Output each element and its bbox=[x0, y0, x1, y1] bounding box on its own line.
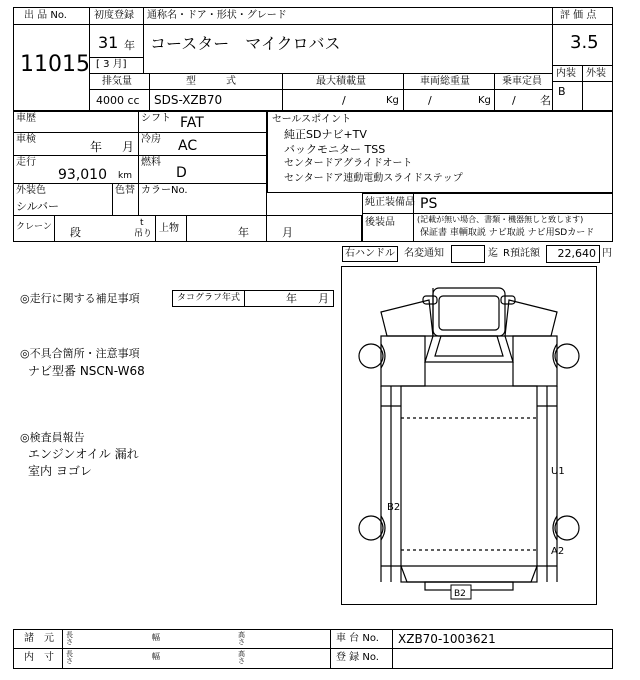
first-reg-label: 初度登録 bbox=[94, 10, 134, 21]
grade-value: 3.5 bbox=[570, 32, 599, 53]
wheel-rear-right bbox=[555, 516, 579, 540]
chassis-label: 車 台 No. bbox=[336, 633, 379, 644]
lot-number: 11015 bbox=[20, 52, 90, 77]
recycle-label: R預託額 bbox=[503, 248, 540, 259]
sales-points-label: セールスポイント bbox=[272, 114, 352, 125]
width-label: 幅 bbox=[152, 652, 160, 661]
wheel-front-right bbox=[555, 344, 579, 368]
footer-specs-label: 諸 元 bbox=[24, 633, 54, 644]
defects-text: ナビ型番 NSCN-W68 bbox=[28, 364, 145, 378]
inspector-line: エンジンオイル 漏れ bbox=[28, 447, 139, 461]
crane-label: クレーン bbox=[16, 222, 52, 232]
inspection-label: 車検 bbox=[16, 134, 36, 145]
shift-value: FAT bbox=[180, 115, 204, 131]
displacement-value: 4000 cc bbox=[96, 94, 140, 107]
yen-unit: 円 bbox=[602, 248, 612, 259]
tachograph-year-unit: 年 bbox=[286, 292, 297, 305]
windshield bbox=[425, 336, 513, 362]
crane-ton-unit: t bbox=[140, 218, 144, 228]
exterior-color-label: 外装色 bbox=[16, 185, 46, 196]
damage-mark-b2-left: B2 bbox=[387, 502, 401, 513]
damage-mark-u1: U1 bbox=[551, 466, 565, 477]
lift-year-unit: 年 bbox=[238, 226, 249, 239]
model-value: SDS-XZB70 bbox=[154, 93, 223, 107]
genuine-label: 純正装備品 bbox=[365, 197, 415, 208]
exterior-label: 外装 bbox=[586, 68, 606, 79]
first-reg-month: [ 3 月] bbox=[96, 59, 127, 70]
front-right-flap bbox=[505, 300, 557, 336]
interior-value: B bbox=[558, 85, 566, 98]
name-change-label: 名変通知 bbox=[404, 248, 444, 259]
capacity-label: 乗車定員 bbox=[502, 76, 542, 87]
front-left-flap bbox=[381, 300, 433, 336]
wheel-rear-left bbox=[359, 516, 383, 540]
shift-label: シフト bbox=[141, 113, 171, 124]
height-label: 高さ bbox=[238, 650, 245, 665]
first-reg-year: 31 bbox=[98, 33, 119, 52]
crane-row-right bbox=[267, 215, 362, 242]
ac-value: AC bbox=[178, 138, 198, 154]
footer-interior-label: 内 寸 bbox=[24, 652, 54, 663]
color-no-label: 色替 bbox=[115, 185, 135, 196]
name-label: 通称名・ドア・形状・グレード bbox=[147, 10, 287, 21]
grade-label: 評 価 点 bbox=[560, 10, 597, 21]
mileage-label: 走行 bbox=[16, 157, 36, 168]
crane-hang: 吊り bbox=[134, 229, 153, 239]
max-load-sep: / bbox=[342, 94, 346, 107]
tachograph-month-unit: 月 bbox=[318, 292, 329, 305]
fuel-value: D bbox=[176, 165, 187, 181]
color-label: カラーNo. bbox=[141, 185, 188, 196]
gross-weight-sep: / bbox=[428, 94, 432, 107]
sales-point-item: バックモニター TSS bbox=[284, 143, 386, 156]
rhd-label: 右ハンドル bbox=[345, 248, 395, 259]
inspector-label: ◎検査員報告 bbox=[20, 431, 85, 444]
inspection-month-unit: 月 bbox=[122, 140, 135, 154]
defects-label: ◎不具合箇所・注意事項 bbox=[20, 347, 140, 360]
sales-point-item: センタードアグライドオート bbox=[284, 158, 413, 169]
damage-mark-b2-rear: B2 bbox=[454, 589, 466, 599]
exterior-color-value: シルバー bbox=[16, 200, 59, 213]
genuine-value: PS bbox=[420, 196, 438, 212]
aftermarket-items: 保証書 車輌取説 ナビ取説 ナビ用SDカード bbox=[420, 228, 595, 238]
body-roof bbox=[401, 386, 537, 582]
height-label: 高さ bbox=[238, 631, 245, 646]
front-left-panel bbox=[381, 336, 425, 386]
lot-label: 出 品 No. bbox=[24, 10, 67, 21]
capacity-sep: / bbox=[512, 94, 516, 107]
sales-point-item: 純正SDナビ+TV bbox=[284, 128, 367, 141]
front-right-panel bbox=[513, 336, 557, 386]
mileage-unit: km bbox=[118, 171, 132, 181]
gross-weight-label: 車両総重量 bbox=[420, 76, 470, 87]
wheel-front-left bbox=[359, 344, 383, 368]
registration-label: 登 録 No. bbox=[336, 652, 379, 663]
bus-diagram bbox=[341, 266, 597, 605]
name-change-box bbox=[451, 245, 485, 263]
crane-stage-unit: 段 bbox=[70, 226, 81, 239]
max-load-label: 最大積載量 bbox=[316, 76, 366, 87]
inspector-line: 室内 ヨゴレ bbox=[28, 464, 92, 478]
interior-label: 内装 bbox=[556, 68, 576, 79]
vehicle-name: コースター マイクロバス bbox=[150, 34, 341, 53]
damage-mark-a2: A2 bbox=[551, 546, 565, 557]
mileage-value: 93,010 bbox=[58, 167, 107, 183]
width-label: 幅 bbox=[152, 633, 160, 642]
length-label: 長さ bbox=[66, 631, 73, 646]
recycle-value: 22,640 bbox=[557, 247, 596, 260]
displacement-label: 排気量 bbox=[102, 76, 132, 87]
length-label: 長さ bbox=[66, 650, 73, 665]
deadline-label: 迄 bbox=[488, 248, 498, 259]
driving-notes-label: ◎走行に関する補足事項 bbox=[20, 292, 140, 305]
gross-weight-unit: Kg bbox=[478, 95, 491, 106]
tachograph-label: タコグラフ年式 bbox=[177, 293, 241, 303]
aftermarket-label: 後装品 bbox=[365, 217, 395, 228]
footer-grid bbox=[13, 629, 613, 669]
history-label: 車歴 bbox=[16, 113, 36, 124]
hood-outline bbox=[433, 288, 505, 336]
hood-inner bbox=[439, 296, 499, 330]
max-load-unit: Kg bbox=[386, 95, 399, 106]
mirror-left bbox=[423, 296, 437, 304]
chassis-value: XZB70-1003621 bbox=[398, 632, 496, 646]
model-label: 型 式 bbox=[186, 76, 236, 87]
sales-point-item: センタードア連動電動スライドステップ bbox=[284, 173, 463, 184]
mirror-right bbox=[501, 296, 515, 304]
inspection-year-unit: 年 bbox=[90, 140, 103, 154]
capacity-unit: 名 bbox=[540, 94, 551, 107]
rear-panel bbox=[401, 566, 537, 582]
lift-label: 上物 bbox=[159, 223, 179, 234]
aftermarket-note: (記載が無い場合、書類・機器無しと致します) bbox=[417, 215, 584, 224]
year-unit: 年 bbox=[124, 39, 135, 52]
ac-label: 冷房 bbox=[141, 134, 161, 145]
lift-month-unit: 月 bbox=[282, 226, 293, 239]
fuel-label: 燃料 bbox=[141, 157, 161, 168]
